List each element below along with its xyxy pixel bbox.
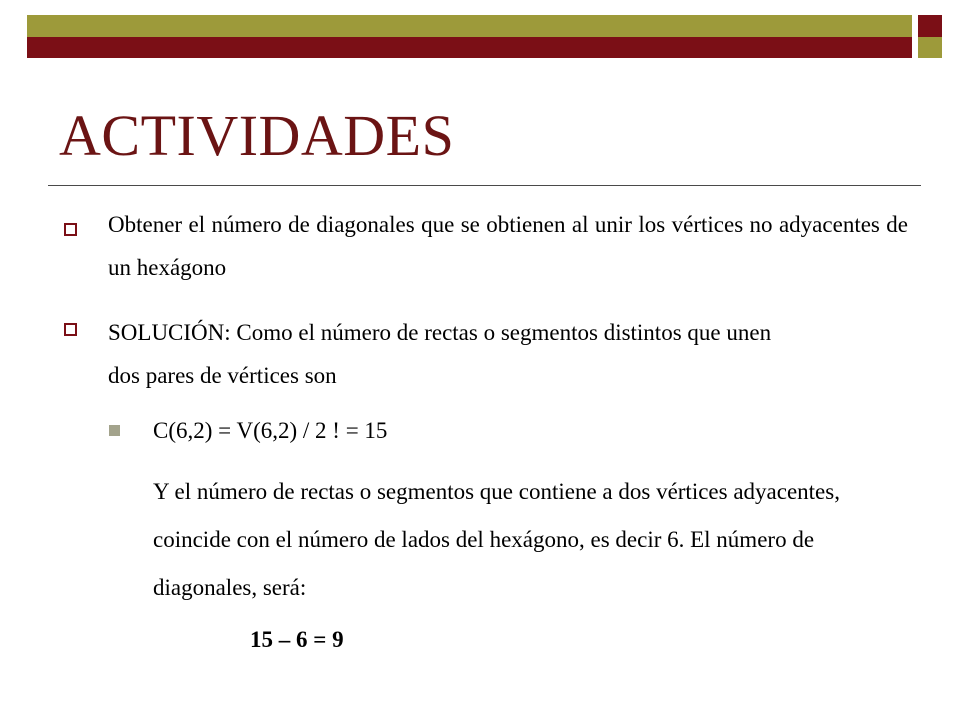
corner-square-red: [918, 15, 942, 37]
hollow-square-bullet-icon: [64, 223, 77, 236]
result-equation: 15 – 6 = 9: [250, 627, 344, 652]
bullet-text-solution: SOLUCIÓN: Como el número de rectas o segmentos distintos que unen dos pares de vértices son: [108, 320, 772, 388]
header-band-red: [27, 37, 912, 58]
header-band-olive: [27, 15, 912, 37]
slide-title: ACTIVIDADES: [59, 103, 455, 168]
corner-square-olive: [918, 37, 942, 58]
bullet-text-problem: Obtener el número de diagonales que se obtienen al unir los vértices no adyacentes de un hexágono: [108, 212, 908, 280]
title-divider: [48, 185, 921, 186]
solid-square-bullet-icon: [109, 425, 120, 436]
combination-formula: C(6,2) = V(6,2) / 2 ! = 15: [153, 418, 388, 443]
hollow-square-bullet-icon: [64, 323, 77, 336]
explanation-text: Y el número de rectas o segmentos que contiene a dos vértices adyacentes, coincide con el número de lados del hexágono, es decir 6. El número de diagonales, será:: [153, 479, 840, 600]
